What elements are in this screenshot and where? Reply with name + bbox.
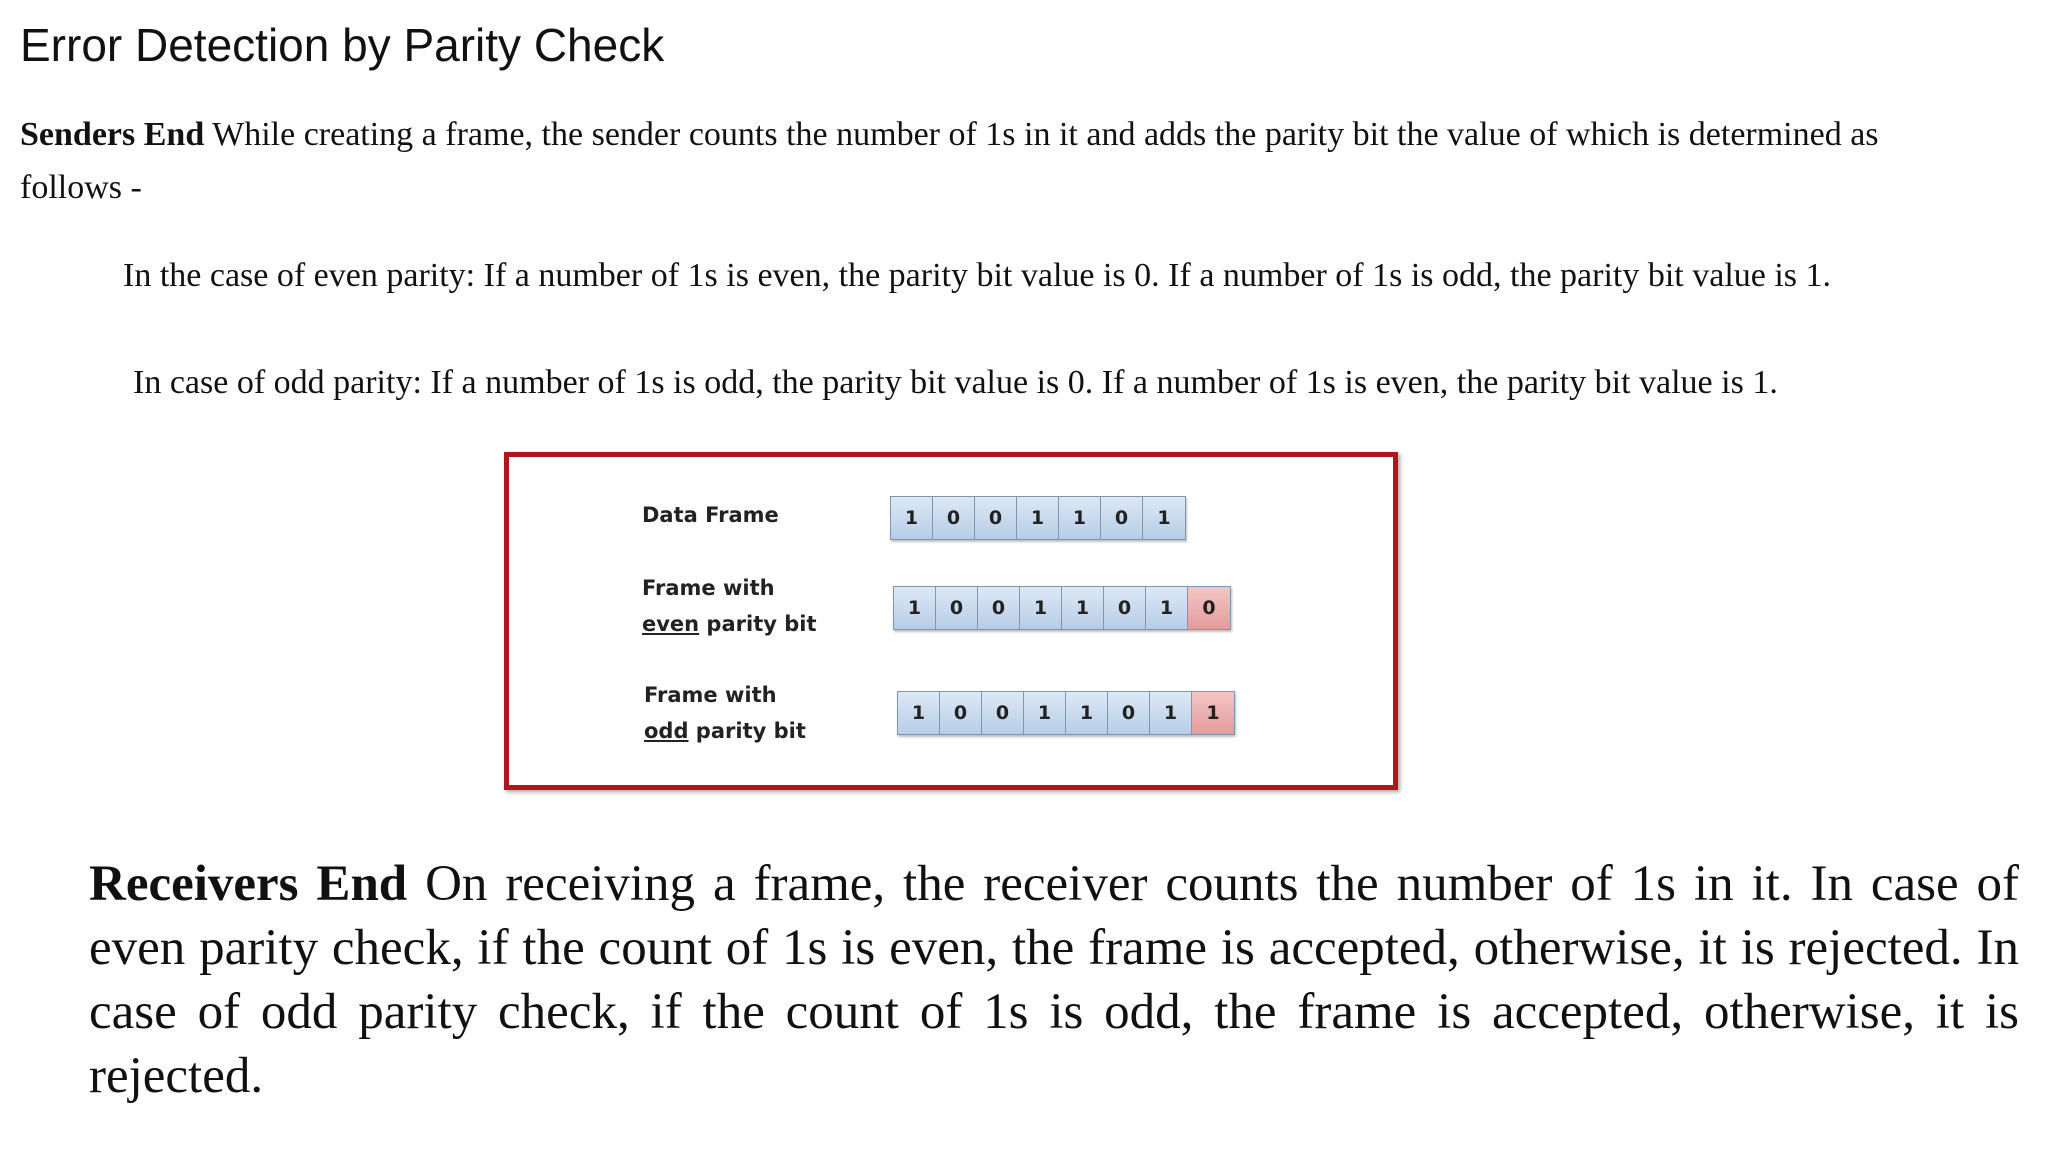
bit-cell: 0 <box>940 692 982 734</box>
senders-end-text: While creating a frame, the sender counts the number of 1s in it and adds the parity bit the value of which is determined as follows - <box>20 116 1879 206</box>
bit-cell: 0 <box>936 587 978 629</box>
receivers-end-paragraph <box>89 852 2019 1108</box>
bit-cell: 0 <box>933 497 975 539</box>
bit-cell: 1 <box>1059 497 1101 539</box>
parity-figure <box>504 452 1398 790</box>
even-frame-label-line2 <box>642 606 817 642</box>
bit-cell: 1 <box>1150 692 1192 734</box>
bit-cell: 1 <box>1024 692 1066 734</box>
even-word: even <box>642 612 700 636</box>
odd-frame-label <box>644 677 806 749</box>
bit-cell: 0 <box>982 692 1024 734</box>
receivers-end-label: Receivers End <box>89 856 408 912</box>
odd-frame-bits <box>897 691 1235 735</box>
bit-cell: 1 <box>898 692 940 734</box>
odd-frame-label-line1: Frame with <box>644 683 777 707</box>
parity-bit-cell: 0 <box>1188 587 1230 629</box>
senders-end-paragraph <box>20 108 1980 214</box>
bit-cell: 1 <box>1020 587 1062 629</box>
even-frame-label <box>642 570 817 642</box>
data-frame-bits <box>890 496 1186 540</box>
parity-bit-cell: 1 <box>1192 692 1234 734</box>
data-frame-label <box>642 497 779 533</box>
bit-cell: 0 <box>978 587 1020 629</box>
bit-cell: 0 <box>975 497 1017 539</box>
bit-cell: 1 <box>894 587 936 629</box>
bit-cell: 1 <box>1066 692 1108 734</box>
even-frame-bits <box>893 586 1231 630</box>
receivers-end-text: On receiving a frame, the receiver counts the number of 1s in it. In case of even parity check, if the count of 1s is even, the frame is accepted, otherwise, it is rejected. In case of odd parity check, if the count of 1s is odd, the frame is accepted, otherwise, it is rejected. <box>89 856 2020 1104</box>
bit-cell: 0 <box>1101 497 1143 539</box>
senders-end-label: Senders End <box>20 116 205 153</box>
bit-cell: 1 <box>1017 497 1059 539</box>
bit-cell: 0 <box>1104 587 1146 629</box>
odd-word: odd <box>644 719 689 743</box>
odd-frame-label-suffix: parity bit <box>688 719 806 743</box>
odd-parity-rule: In case of odd parity: If a number of 1s is odd, the parity bit value is 0. If a number of 1s is even, the parity bit value is 1. <box>133 364 1778 401</box>
odd-frame-label-line2 <box>644 713 806 749</box>
bit-cell: 1 <box>891 497 933 539</box>
bit-cell: 0 <box>1108 692 1150 734</box>
even-parity-rule: In the case of even parity: If a number of 1s is even, the parity bit value is 0. If a number of 1s is odd, the parity bit value is 1. <box>123 257 1832 294</box>
bit-cell: 1 <box>1146 587 1188 629</box>
even-frame-label-suffix: parity bit <box>699 612 817 636</box>
even-frame-label-line1: Frame with <box>642 576 775 600</box>
bit-cell: 1 <box>1143 497 1185 539</box>
bit-cell: 1 <box>1062 587 1104 629</box>
data-frame-label-text: Data Frame <box>642 503 779 527</box>
page-title: Error Detection by Parity Check <box>20 19 665 71</box>
